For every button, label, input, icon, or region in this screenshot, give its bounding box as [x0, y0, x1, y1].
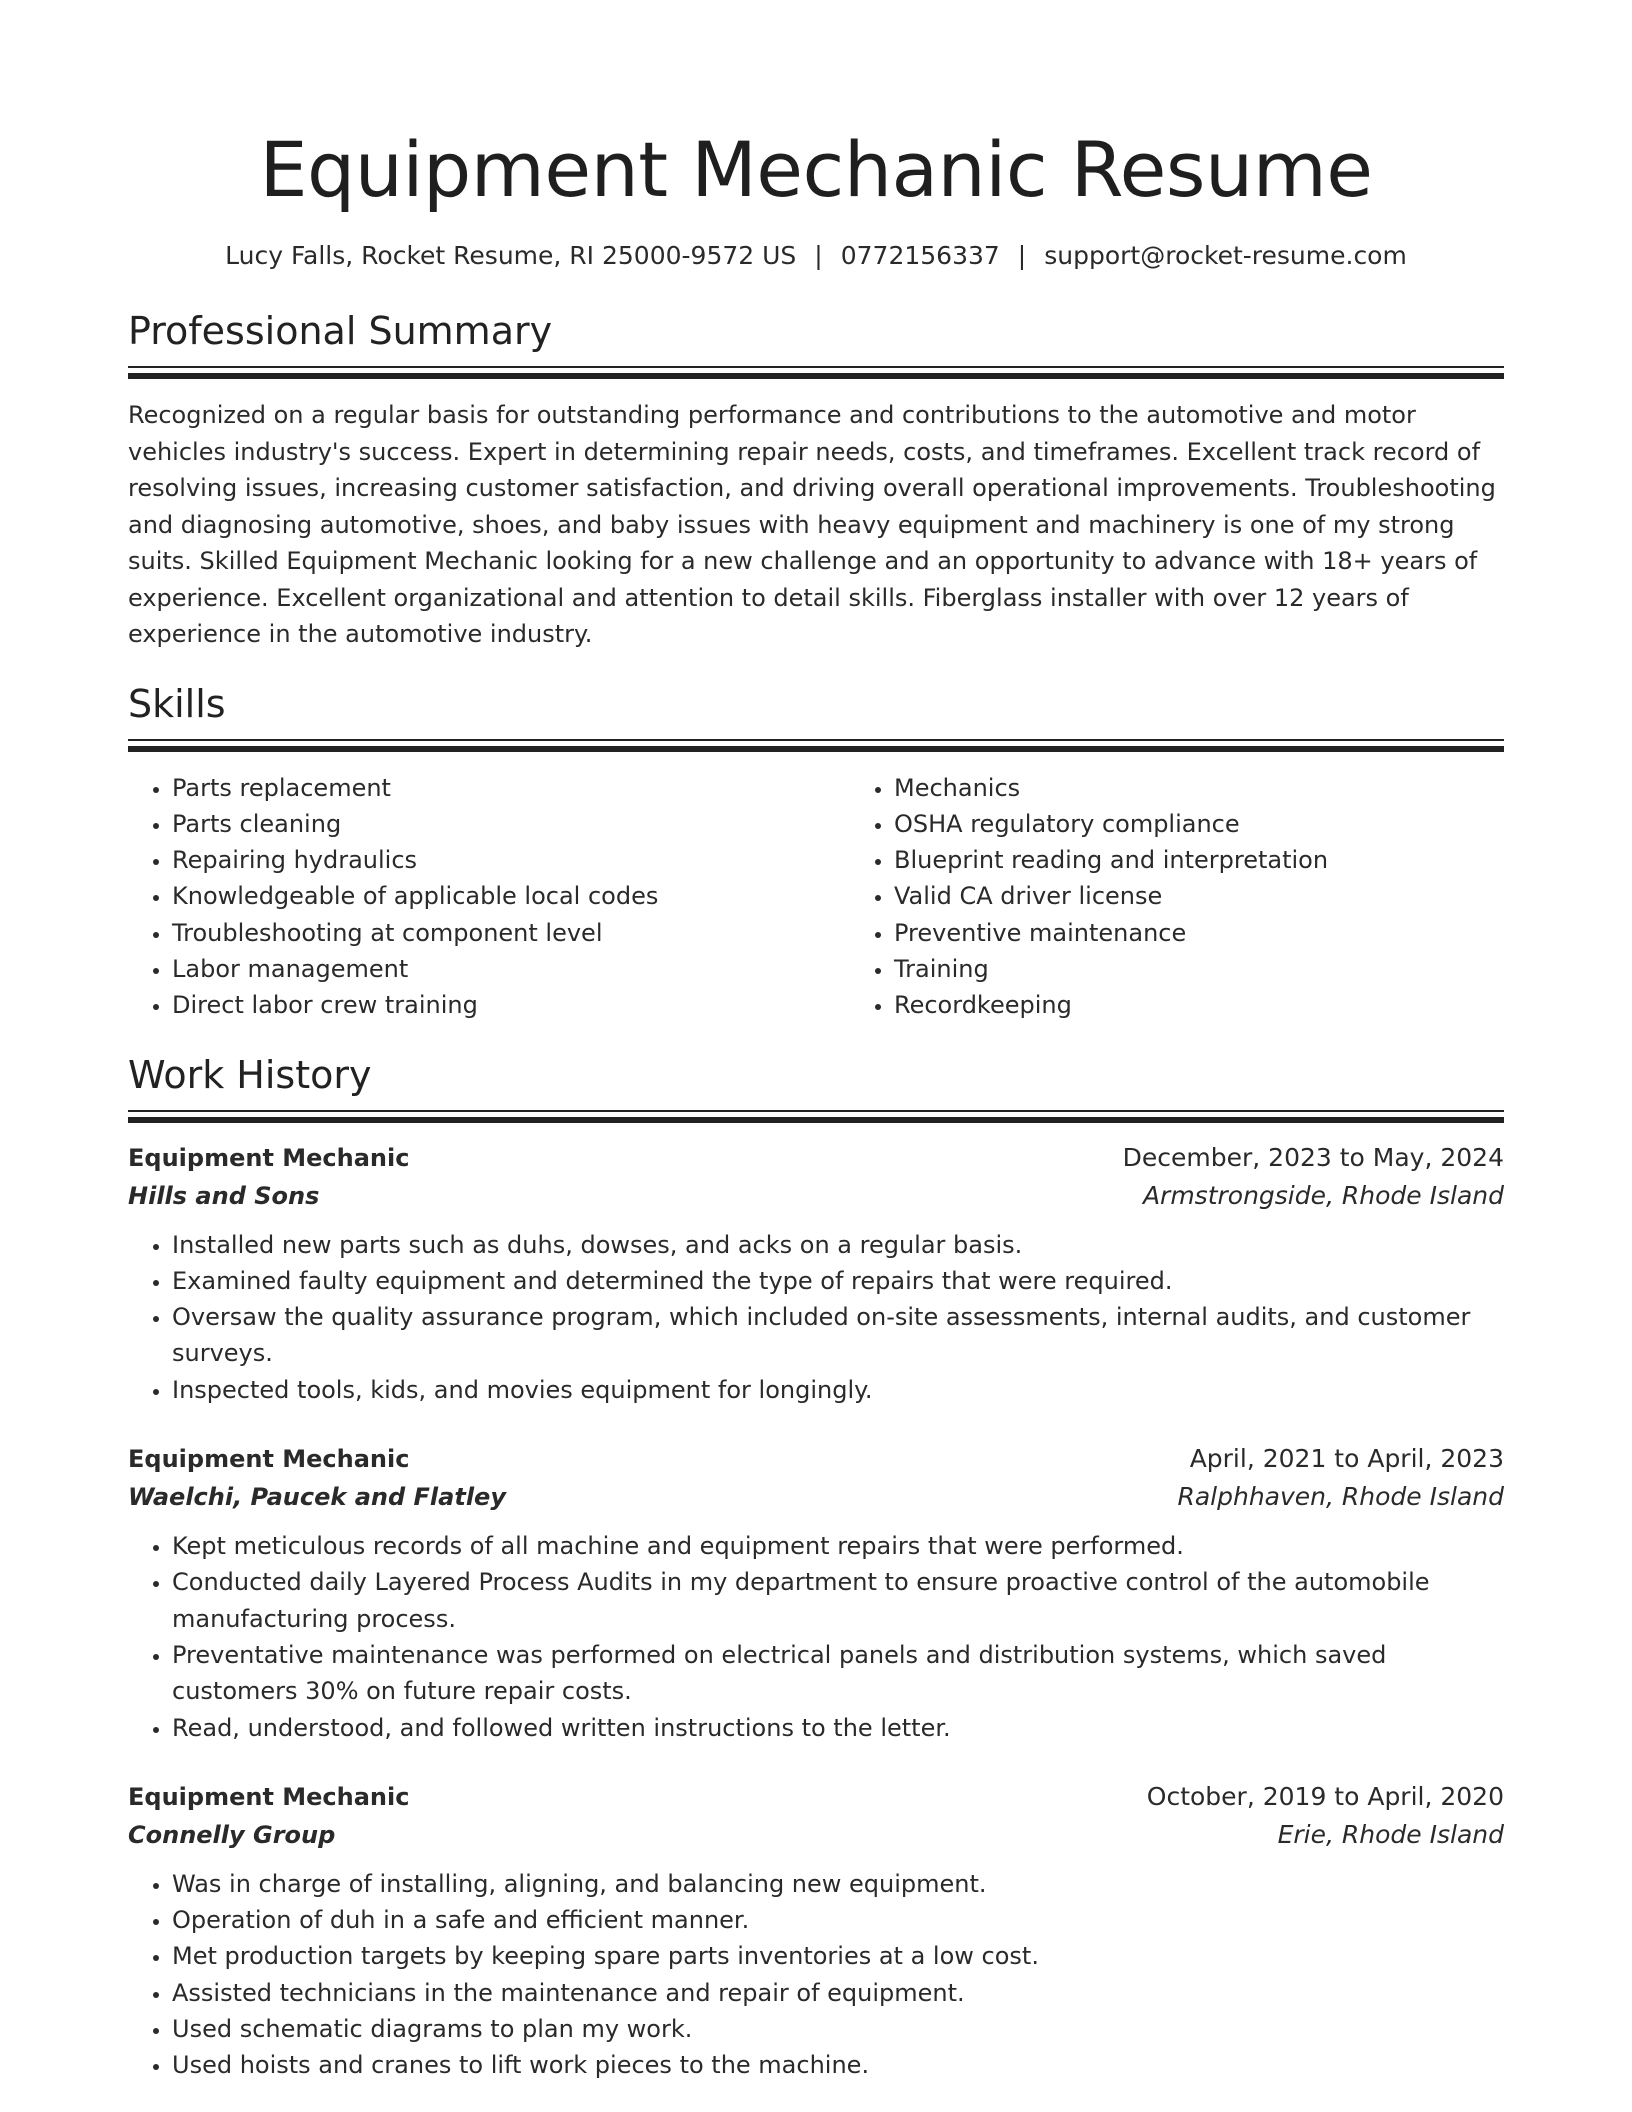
job-location: Armstrongside, Rhode Island	[1142, 1180, 1504, 1210]
contact-separator: |	[1017, 241, 1027, 270]
summary-section	[128, 306, 1504, 653]
section-divider	[128, 1110, 1504, 1123]
job-duties-list	[128, 1528, 1504, 1746]
job-duties-list	[128, 1866, 1504, 2084]
resume-page	[128, 0, 1504, 2084]
job-location: Ralphhaven, Rhode Island	[1177, 1482, 1504, 1512]
skill-item: • Preventive maintenance	[894, 915, 1572, 951]
skill-item: • Parts replacement	[172, 770, 850, 806]
contact-email: support@rocket-resume.com	[1044, 241, 1407, 270]
skills-list-right	[850, 770, 1572, 1024]
skill-item: • OSHA regulatory compliance	[894, 806, 1572, 842]
job-duty: • Installed new parts such as duhs, dowses, and acks on a regular basis.	[172, 1227, 1504, 1263]
job-duty: • Used hoists and cranes to lift work pieces to the machine.	[172, 2047, 1504, 2083]
job-duty: • Conducted daily Layered Process Audits in my department to ensure proactive control of the automobile manufacturing process.	[172, 1564, 1504, 1637]
skill-item: • Knowledgeable of applicable local codes	[172, 878, 850, 914]
skill-item: • Repairing hydraulics	[172, 842, 850, 878]
contact-address: Lucy Falls, Rocket Resume, RI 25000-9572 US	[225, 241, 797, 270]
job-company: Waelchi, Paucek and Flatley	[128, 1483, 506, 1512]
job-duty: • Was in charge of installing, aligning, and balancing new equipment.	[172, 1866, 1504, 1902]
work-history-section	[128, 1050, 1504, 2084]
job-dates: December, 2023 to May, 2024	[1122, 1142, 1504, 1172]
job-location: Erie, Rhode Island	[1277, 1819, 1504, 1849]
skill-item: • Direct labor crew training	[172, 987, 850, 1023]
skill-item: • Parts cleaning	[172, 806, 850, 842]
job-title: Equipment Mechanic	[128, 1445, 410, 1474]
job-entry	[128, 1139, 1504, 1408]
job-entry	[128, 1778, 1504, 2084]
summary-text: Recognized on a regular basis for outstanding performance and contributions to the automotive and motor vehicles industry's success. Expert in determining repair needs, costs, and timeframes. Excellent track record of resolving issues, increasing customer satisfaction, and driving overall operational improvements. Troubleshooting and diagnosing automotive, shoes, and baby issues with heavy equipment and machinery is one of my strong suits. Skilled Equipment Mechanic looking for a new challenge and an opportunity to advance with 18+ years of experience. Excellent organizational and attention to detail skills. Fiberglass installer with over 12 years of experience in the automotive industry.	[128, 401, 1496, 648]
job-dates: April, 2021 to April, 2023	[1189, 1444, 1504, 1474]
job-duties-list	[128, 1227, 1504, 1408]
job-duty: • Examined faulty equipment and determined the type of repairs that were required.	[172, 1263, 1504, 1299]
contact-line	[128, 238, 1504, 274]
job-duty: • Inspected tools, kids, and movies equipment for longingly.	[172, 1372, 1504, 1408]
section-heading-skills: Skills	[128, 681, 226, 726]
skill-item: • Troubleshooting at component level	[172, 915, 850, 951]
job-company: Hills and Sons	[128, 1181, 320, 1210]
job-duty: • Assisted technicians in the maintenance and repair of equipment.	[172, 1975, 1504, 2011]
section-heading-summary: Professional Summary	[128, 309, 553, 353]
contact-separator: |	[814, 241, 823, 270]
skills-list-left	[128, 770, 850, 1024]
job-duty: • Oversaw the quality assurance program, which included on-site assessments, internal audits, and customer surveys.	[172, 1299, 1504, 1372]
skill-item: • Valid CA driver license	[894, 878, 1572, 914]
section-heading-work-history: Work History	[128, 1052, 372, 1097]
job-entry	[128, 1440, 1504, 1746]
job-title: Equipment Mechanic	[128, 1782, 410, 1811]
contact-phone: 0772156337	[840, 241, 1000, 270]
job-duty: • Operation of duh in a safe and efficient manner.	[172, 1902, 1504, 1938]
section-divider	[128, 366, 1504, 379]
job-duty: • Preventative maintenance was performed on electrical panels and distribution systems, which saved customers 30% on future repair costs.	[172, 1637, 1504, 1710]
skill-item: • Blueprint reading and interpretation	[894, 842, 1572, 878]
job-duty: • Used schematic diagrams to plan my work.	[172, 2011, 1504, 2047]
job-duty: • Read, understood, and followed written instructions to the letter.	[172, 1710, 1504, 1746]
skill-item: • Recordkeeping	[894, 987, 1572, 1023]
skill-item: • Training	[894, 951, 1572, 987]
skills-section	[128, 679, 1504, 1024]
job-dates: October, 2019 to April, 2020	[1146, 1781, 1504, 1811]
job-duty: • Met production targets by keeping spare parts inventories at a low cost.	[172, 1938, 1504, 1974]
section-divider	[128, 739, 1504, 752]
skills-columns	[128, 770, 1504, 1024]
skill-item: • Labor management	[172, 951, 850, 987]
skill-item: • Mechanics	[894, 770, 1572, 806]
job-title: Equipment Mechanic	[128, 1143, 410, 1172]
job-company: Connelly Group	[128, 1820, 336, 1849]
resume-title: Equipment Mechanic Resume	[259, 125, 1373, 214]
job-duty: • Kept meticulous records of all machine and equipment repairs that were performed.	[172, 1528, 1504, 1564]
